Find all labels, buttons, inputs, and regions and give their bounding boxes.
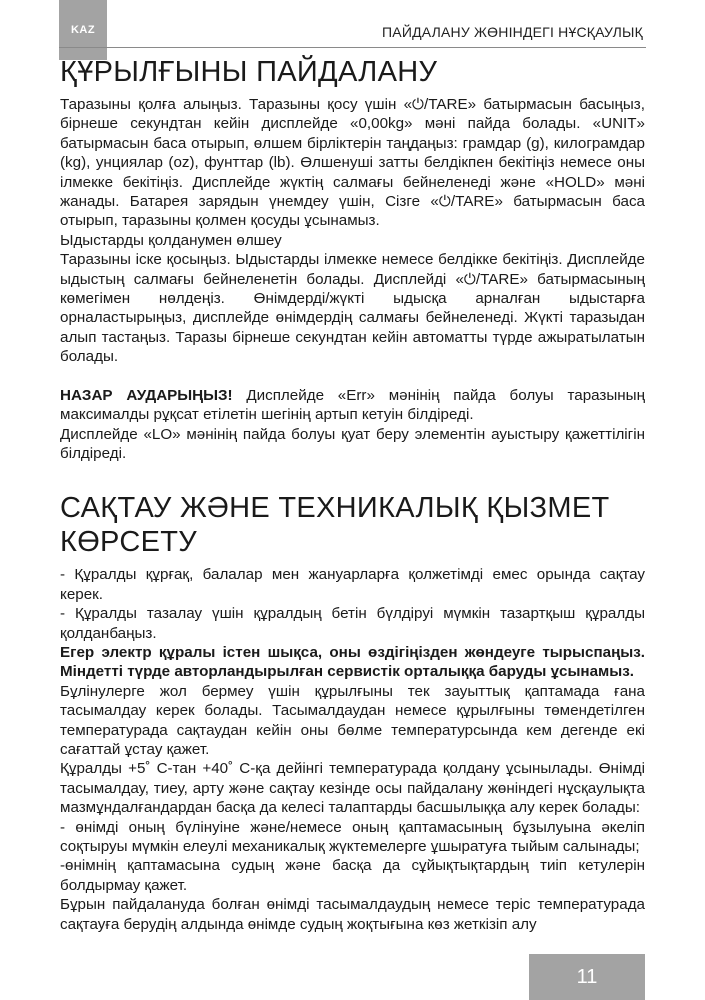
storage-paragraph-2: - Құралды тазалау үшін құралдың бетін бүлдіруі мүмкін тазартқыш құралды қолданбаңыз. xyxy=(60,605,645,642)
usage-subheading-containers: Ыдыстарды қолданумен өлшеу xyxy=(60,231,282,249)
warning-label: НАЗАР АУДАРЫҢЫЗ! xyxy=(60,386,233,404)
section-title-storage xyxy=(60,491,645,559)
page-number: 11 xyxy=(529,954,645,1000)
storage-paragraph-8: Бұрын пайдалануда болған өнімді тасымалдаудың немесе теріс температурада сақтауға берудің алдында өнімде судың жоқтығына көз жеткізіп алу xyxy=(60,896,645,933)
storage-paragraph-7: -өнімнің қаптамасына судың және басқа да сұйықтықтардың тиіп кетулерін болдырмау қажет. xyxy=(60,857,645,894)
language-tab: KAZ xyxy=(59,0,107,60)
storage-paragraph-6: - өнімді оның бүлінуіне және/немесе оның қаптамасының бұзылуына әкеліп соқтыруы мүмкін елеулі механикалық жүктемелерге ұшыратуға тыйым салынады; xyxy=(60,818,645,855)
storage-paragraph-bold xyxy=(60,643,645,682)
storage-paragraph-4: Бұлінулерге жол бермеу үшін құрылғыны тек зауыттық қаптамада ғана тасымалдау керек болады. Тасымалдаудан немесе құрылғыны төмендетілген температурада сақтаудан кейін оны бөлме температурсында кем дегенде екі сағаттай ұстау қажет. xyxy=(60,682,645,758)
page-content xyxy=(60,55,645,934)
header-title: ПАЙДАЛАНУ ЖӨНІНДЕГІ НҰСҚАУЛЫҚ xyxy=(382,24,643,40)
header-divider xyxy=(59,47,646,48)
section-title-storage-line1: САҚТАУ ЖӘНЕ ТЕХНИКАЛЫҚ ҚЫЗМЕТ xyxy=(60,492,610,525)
storage-paragraph-1: - Құралды құрғақ, балалар мен жануарларға қолжетімді емес орында сақтау керек. xyxy=(60,566,645,603)
warning-paragraph xyxy=(60,386,645,425)
service-warning: Егер электр құралы істен шықса, оны өздігіңізден жөндеуге тырыспаңыз. Міндетті түрде авторландырылған сервистік орталыққа баруды ұсынамыз. xyxy=(60,643,645,681)
paragraph-gap xyxy=(60,367,645,386)
section-title-usage: ҚҰРЫЛҒЫНЫ ПАЙДАЛАНУ xyxy=(60,56,438,88)
usage-paragraph-3: Таразыны іске қосыңыз. Ыдыстарды ілмекке немесе белдікке бекітіңіз. Дисплейде ыдыстың салмағы бейнеленетін болады. Дисплейді «⏻/TARE» батырмасының көмегімен нөлдеңіз. Өнімдерді/жүкті ыдысқа арналған ыдыстарға орналастырыңыз, дисплейде өнімдердің салмағы бейнеленеді. Жүкті таразыдан алып тастаңыз. Таразы бірнеше секундтан кейін автоматты түрде ажыратылатын болады. xyxy=(60,251,645,366)
storage-paragraph-5: Құралды +5˚ С-тан +40˚ С-қа дейінгі температурада қолдану ұсынылады. Өнімді тасымалдау, тиеу, арту және сақтау кезінде осы пайдалану жөніндегі нұсқаулықта мазмұндалғандардан басқа да келесі талаптарды басшылыққа алу керек болады: xyxy=(60,760,645,817)
section-title-storage-line2: КӨРСЕТУ xyxy=(60,526,197,559)
usage-paragraph-1: Таразыны қолға алыңыз. Таразыны қосу үшін «⏻/TARE» батырмасын басыңыз, бірнеше секундтан кейін дисплейде «0,00kg» мәні пайда болады. «UNIT» батырмасын баса отырып, өлшем бірліктерін таңдаңыз: грамдар (g), килограмдар (kg), унциялар (oz), фунттар (lb). Өлшенуші затты белдікпен бекітіңіз немесе оны ілмекке бекітіңіз. Дисплейде жүктің салмағы бейнеленеді және «HOLD» мәні жанады. Батарея зарядын үнемдеу үшін, Сізге «⏻/TARE» батырмасын баса отырып, таразыны қолмен қосуды ұсынамыз. xyxy=(60,96,645,230)
warning-text: Дисплейде «Err» мәнінің пайда болуы таразының максималды рұқсат етілетін шегінің артып кетуін білдіреді. xyxy=(60,386,645,424)
usage-paragraph-lo: Дисплейде «LO» мәнінің пайда болуы қуат беру элементін ауыстыру қажеттілігін білдіреді. xyxy=(60,425,645,462)
